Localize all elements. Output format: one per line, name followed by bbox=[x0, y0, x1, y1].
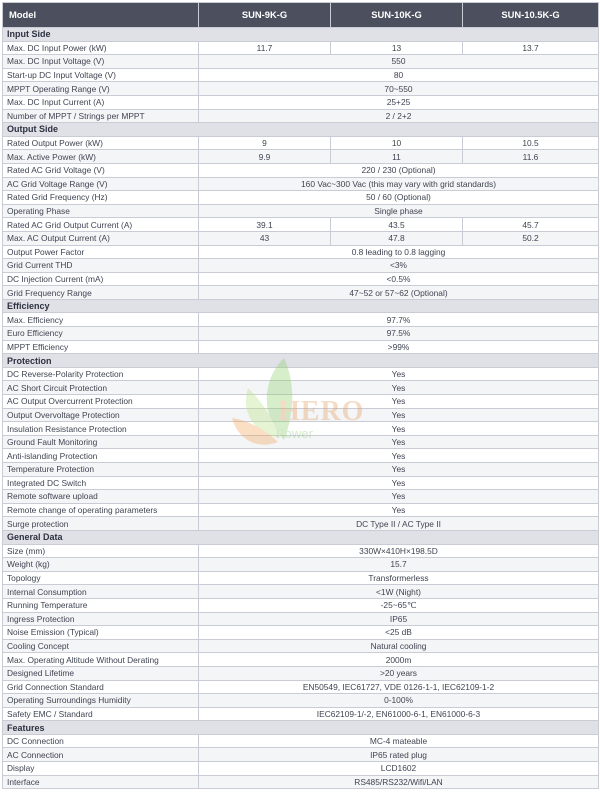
spec-label: Max. Active Power (kW) bbox=[3, 150, 199, 164]
spec-value: 47.8 bbox=[331, 231, 463, 245]
table-row bbox=[3, 666, 599, 680]
spec-value: <3% bbox=[199, 259, 599, 273]
table-row bbox=[3, 286, 599, 300]
watermark-brand: HERO bbox=[278, 396, 365, 427]
spec-label: AC Grid Voltage Range (V) bbox=[3, 177, 199, 191]
spec-value: IP65 rated plug bbox=[199, 748, 599, 762]
section-header bbox=[3, 354, 599, 368]
table-row bbox=[3, 449, 599, 463]
header-model-1: SUN-9K-G bbox=[199, 3, 331, 28]
spec-label: Weight (kg) bbox=[3, 558, 199, 572]
spec-value: 9 bbox=[199, 136, 331, 150]
spec-value: <25 dB bbox=[199, 626, 599, 640]
table-row bbox=[3, 313, 599, 327]
spec-label: Anti-islanding Protection bbox=[3, 449, 199, 463]
table-row bbox=[3, 395, 599, 409]
table-row bbox=[3, 558, 599, 572]
spec-label: Output Power Factor bbox=[3, 245, 199, 259]
spec-value: Yes bbox=[199, 476, 599, 490]
table-row bbox=[3, 218, 599, 232]
spec-label: Euro Efficiency bbox=[3, 327, 199, 341]
spec-value: Yes bbox=[199, 490, 599, 504]
spec-value: Natural cooling bbox=[199, 639, 599, 653]
spec-value: 43.5 bbox=[331, 218, 463, 232]
header-model: Model bbox=[3, 3, 199, 28]
table-row bbox=[3, 694, 599, 708]
section-header bbox=[3, 28, 599, 42]
spec-value: Yes bbox=[199, 463, 599, 477]
spec-value: >99% bbox=[199, 340, 599, 354]
spec-label: Designed Lifetime bbox=[3, 666, 199, 680]
spec-value: 45.7 bbox=[463, 218, 599, 232]
table-row bbox=[3, 381, 599, 395]
spec-value: 15.7 bbox=[199, 558, 599, 572]
table-row bbox=[3, 204, 599, 218]
spec-value: 10 bbox=[331, 136, 463, 150]
table-row bbox=[3, 41, 599, 55]
table-row bbox=[3, 748, 599, 762]
section-title: Output Side bbox=[3, 123, 599, 137]
table-row bbox=[3, 231, 599, 245]
section-header bbox=[3, 721, 599, 735]
spec-label: Topology bbox=[3, 571, 199, 585]
table-row bbox=[3, 367, 599, 381]
section-header bbox=[3, 123, 599, 137]
spec-label: AC Output Overcurrent Protection bbox=[3, 395, 199, 409]
spec-value: 50.2 bbox=[463, 231, 599, 245]
spec-value: 13 bbox=[331, 41, 463, 55]
spec-value: 70~550 bbox=[199, 82, 599, 96]
table-row bbox=[3, 327, 599, 341]
spec-label: Operating Surroundings Humidity bbox=[3, 694, 199, 708]
spec-label: Start-up DC Input Voltage (V) bbox=[3, 68, 199, 82]
spec-label: Ground Fault Monitoring bbox=[3, 435, 199, 449]
table-row bbox=[3, 653, 599, 667]
spec-table bbox=[2, 2, 599, 789]
section-title: Input Side bbox=[3, 28, 599, 42]
table-row bbox=[3, 707, 599, 721]
table-row bbox=[3, 775, 599, 789]
table-row bbox=[3, 55, 599, 69]
spec-value: 160 Vac~300 Vac (this may vary with grid standards) bbox=[199, 177, 599, 191]
spec-label: Max. DC Input Current (A) bbox=[3, 95, 199, 109]
section-title: Features bbox=[3, 721, 599, 735]
spec-value: 43 bbox=[199, 231, 331, 245]
spec-value: <0.5% bbox=[199, 272, 599, 286]
header-row bbox=[3, 3, 599, 28]
spec-value: Yes bbox=[199, 367, 599, 381]
table-row bbox=[3, 191, 599, 205]
spec-label: Grid Current THD bbox=[3, 259, 199, 273]
table-row bbox=[3, 544, 599, 558]
table-row bbox=[3, 177, 599, 191]
spec-value: Yes bbox=[199, 408, 599, 422]
spec-value: 0.8 leading to 0.8 lagging bbox=[199, 245, 599, 259]
table-row bbox=[3, 245, 599, 259]
spec-value: MC-4 mateable bbox=[199, 734, 599, 748]
spec-value: 13.7 bbox=[463, 41, 599, 55]
table-row bbox=[3, 680, 599, 694]
spec-label: Display bbox=[3, 762, 199, 776]
spec-value: IEC62109-1/-2, EN61000-6-1, EN61000-6-3 bbox=[199, 707, 599, 721]
table-row bbox=[3, 639, 599, 653]
spec-label: Integrated DC Switch bbox=[3, 476, 199, 490]
spec-value: <1W (Night) bbox=[199, 585, 599, 599]
table-row bbox=[3, 762, 599, 776]
spec-value: 50 / 60 (Optional) bbox=[199, 191, 599, 205]
spec-label: Safety EMC / Standard bbox=[3, 707, 199, 721]
section-header bbox=[3, 299, 599, 313]
table-row bbox=[3, 109, 599, 123]
spec-label: Noise Emission (Typical) bbox=[3, 626, 199, 640]
spec-label: Max. Efficiency bbox=[3, 313, 199, 327]
spec-label: Output Overvoltage Protection bbox=[3, 408, 199, 422]
spec-label: Ingress Protection bbox=[3, 612, 199, 626]
spec-value: Yes bbox=[199, 395, 599, 409]
table-row bbox=[3, 612, 599, 626]
spec-value: 11.7 bbox=[199, 41, 331, 55]
spec-label: DC Reverse-Polarity Protection bbox=[3, 367, 199, 381]
spec-label: Temperature Protection bbox=[3, 463, 199, 477]
table-row bbox=[3, 463, 599, 477]
spec-value: 97.5% bbox=[199, 327, 599, 341]
spec-value: 11 bbox=[331, 150, 463, 164]
spec-label: Surge protection bbox=[3, 517, 199, 531]
header-model-3: SUN-10.5K-G bbox=[463, 3, 599, 28]
table-row bbox=[3, 163, 599, 177]
spec-label: Cooling Concept bbox=[3, 639, 199, 653]
spec-label: Grid Frequency Range bbox=[3, 286, 199, 300]
table-row bbox=[3, 272, 599, 286]
table-row bbox=[3, 435, 599, 449]
spec-label: Running Temperature bbox=[3, 598, 199, 612]
spec-value: Yes bbox=[199, 449, 599, 463]
spec-value: RS485/RS232/Wifi/LAN bbox=[199, 775, 599, 789]
spec-value: 39.1 bbox=[199, 218, 331, 232]
table-row bbox=[3, 95, 599, 109]
spec-label: AC Connection bbox=[3, 748, 199, 762]
spec-label: MPPT Efficiency bbox=[3, 340, 199, 354]
table-row bbox=[3, 626, 599, 640]
table-row bbox=[3, 598, 599, 612]
spec-value: 330W×410H×198.5D bbox=[199, 544, 599, 558]
spec-value: 25+25 bbox=[199, 95, 599, 109]
table-row bbox=[3, 503, 599, 517]
spec-value: 550 bbox=[199, 55, 599, 69]
spec-value: EN50549, IEC61727, VDE 0126-1-1, IEC62109-1-2 bbox=[199, 680, 599, 694]
section-title: Protection bbox=[3, 354, 599, 368]
spec-value: Yes bbox=[199, 422, 599, 436]
watermark-sub: Power bbox=[276, 426, 313, 441]
spec-value: 9.9 bbox=[199, 150, 331, 164]
spec-label: Rated Grid Frequency (Hz) bbox=[3, 191, 199, 205]
spec-value: 11.6 bbox=[463, 150, 599, 164]
spec-value: DC Type II / AC Type II bbox=[199, 517, 599, 531]
spec-label: Remote software upload bbox=[3, 490, 199, 504]
spec-value: 2000m bbox=[199, 653, 599, 667]
table-row bbox=[3, 517, 599, 531]
spec-label: Operating Phase bbox=[3, 204, 199, 218]
spec-value: Transformerless bbox=[199, 571, 599, 585]
spec-sheet bbox=[2, 2, 598, 789]
table-row bbox=[3, 259, 599, 273]
spec-label: Rated Output Power (kW) bbox=[3, 136, 199, 150]
spec-value: Yes bbox=[199, 435, 599, 449]
table-row bbox=[3, 82, 599, 96]
spec-value: 80 bbox=[199, 68, 599, 82]
spec-value: Single phase bbox=[199, 204, 599, 218]
spec-label: DC Injection Current (mA) bbox=[3, 272, 199, 286]
table-row bbox=[3, 734, 599, 748]
spec-label: Rated AC Grid Output Current (A) bbox=[3, 218, 199, 232]
section-title: Efficiency bbox=[3, 299, 599, 313]
spec-label: Max. AC Output Current (A) bbox=[3, 231, 199, 245]
spec-value: >20 years bbox=[199, 666, 599, 680]
spec-value: 10.5 bbox=[463, 136, 599, 150]
spec-label: Max. Operating Altitude Without Derating bbox=[3, 653, 199, 667]
spec-value: Yes bbox=[199, 381, 599, 395]
spec-label: MPPT Operating Range (V) bbox=[3, 82, 199, 96]
spec-label: Max. DC Input Voltage (V) bbox=[3, 55, 199, 69]
spec-value: LCD1602 bbox=[199, 762, 599, 776]
table-row bbox=[3, 340, 599, 354]
spec-label: Interface bbox=[3, 775, 199, 789]
table-row bbox=[3, 571, 599, 585]
spec-label: Remote change of operating parameters bbox=[3, 503, 199, 517]
table-row bbox=[3, 422, 599, 436]
spec-label: Insulation Resistance Protection bbox=[3, 422, 199, 436]
spec-label: DC Connection bbox=[3, 734, 199, 748]
table-row bbox=[3, 490, 599, 504]
spec-label: Internal Consumption bbox=[3, 585, 199, 599]
table-row bbox=[3, 136, 599, 150]
table-row bbox=[3, 585, 599, 599]
spec-value: 2 / 2+2 bbox=[199, 109, 599, 123]
spec-value: Yes bbox=[199, 503, 599, 517]
spec-value: -25~65℃ bbox=[199, 598, 599, 612]
spec-body bbox=[3, 28, 599, 789]
table-row bbox=[3, 150, 599, 164]
table-row bbox=[3, 68, 599, 82]
section-header bbox=[3, 530, 599, 544]
spec-value: 0-100% bbox=[199, 694, 599, 708]
spec-value: IP65 bbox=[199, 612, 599, 626]
spec-label: Grid Connection Standard bbox=[3, 680, 199, 694]
section-title: General Data bbox=[3, 530, 599, 544]
spec-label: Rated AC Grid Voltage (V) bbox=[3, 163, 199, 177]
spec-label: Max. DC Input Power (kW) bbox=[3, 41, 199, 55]
spec-value: 47~52 or 57~62 (Optional) bbox=[199, 286, 599, 300]
spec-value: 97.7% bbox=[199, 313, 599, 327]
spec-label: Number of MPPT / Strings per MPPT bbox=[3, 109, 199, 123]
spec-label: Size (mm) bbox=[3, 544, 199, 558]
spec-value: 220 / 230 (Optional) bbox=[199, 163, 599, 177]
header-model-2: SUN-10K-G bbox=[331, 3, 463, 28]
table-row bbox=[3, 408, 599, 422]
spec-label: AC Short Circuit Protection bbox=[3, 381, 199, 395]
table-row bbox=[3, 476, 599, 490]
